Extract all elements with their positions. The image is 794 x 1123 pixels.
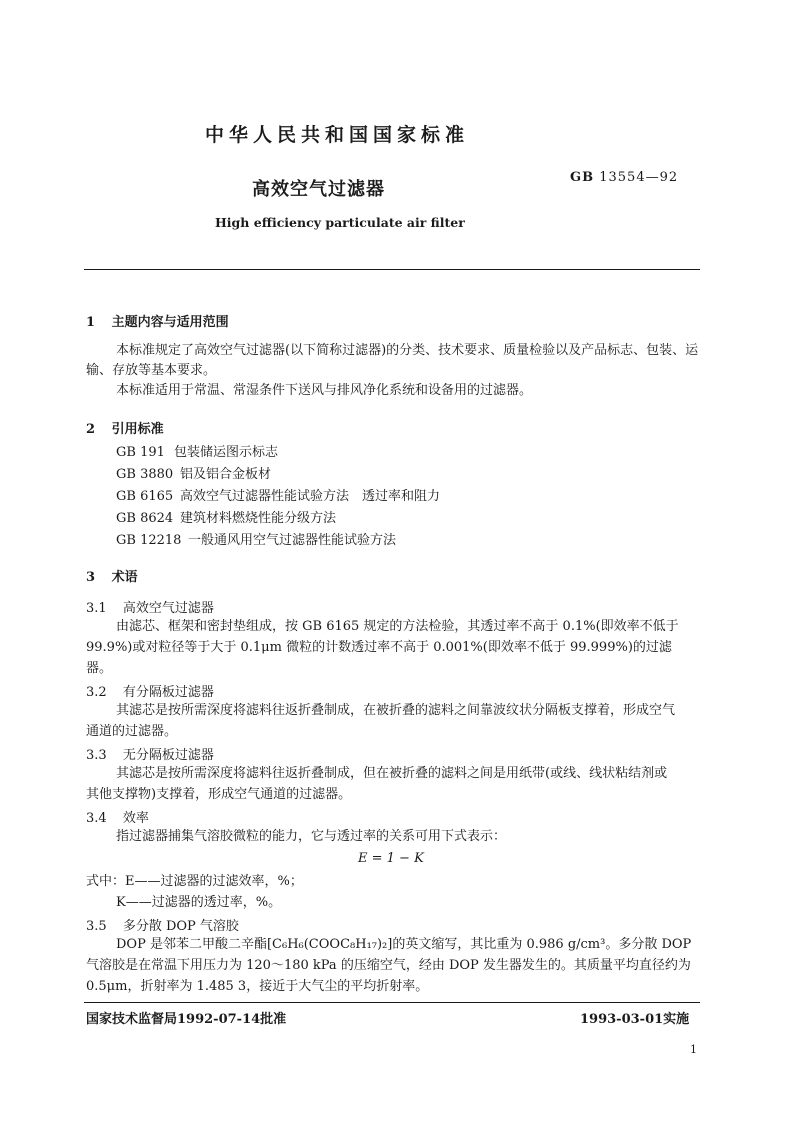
term-title: 效率 [122, 811, 149, 826]
term-3-1-line-3: 器。 [86, 661, 113, 676]
reference-code: GB 191 [116, 445, 165, 460]
reference-list [116, 443, 440, 553]
section-number: 2 [86, 422, 96, 437]
document-title: 高效空气过滤器 [252, 179, 385, 200]
implementation-date: 1993-03-01实施 [580, 1012, 690, 1027]
section-2-heading [86, 418, 164, 437]
reference-code: GB 6165 [116, 489, 174, 504]
term-3-5-line-2: 气溶胶是在常温下用压力为 120～180 kPa 的压缩空气，经由 DOP 发生器发生的。其质量平均直径约为 [86, 958, 691, 973]
formula-where-1: 式中：E——过滤器的过滤效率，%； [86, 874, 303, 889]
term-3-3-line-2: 其他支撑物)支撑着，形成空气通道的过滤器。 [86, 787, 352, 802]
term-3-3-heading [86, 744, 214, 763]
standard-code: 13554—92 [599, 170, 679, 185]
reference-code: GB 8624 [116, 511, 174, 526]
reference-item [116, 465, 440, 487]
section-3-heading [86, 566, 138, 585]
term-number: 3.5 [86, 919, 107, 934]
approval-date: 国家技术监督局1992-07-14批准 [86, 1012, 287, 1027]
reference-item [116, 443, 440, 465]
english-title: High efficiency particulate air filter [215, 215, 465, 230]
standard-number [570, 170, 678, 185]
term-number: 3.1 [86, 601, 107, 616]
term-title: 高效空气过滤器 [122, 601, 214, 616]
section-1-heading [86, 311, 229, 330]
term-title: 多分散 DOP 气溶胶 [122, 919, 239, 934]
term-3-2-heading [86, 681, 214, 700]
org-title: 中华人民共和国国家标准 [205, 124, 470, 146]
reference-code: GB 3880 [116, 467, 174, 482]
section-number: 3 [86, 570, 96, 585]
page-number: 1 [690, 1043, 697, 1056]
reference-item [116, 487, 440, 509]
footer-rule [84, 1002, 700, 1003]
term-number: 3.2 [86, 685, 107, 700]
term-3-4-heading [86, 807, 149, 826]
term-3-2-line-2: 通道的过滤器。 [86, 724, 178, 739]
term-number: 3.3 [86, 748, 107, 763]
term-title: 无分隔板过滤器 [122, 748, 214, 763]
section-1-paragraph-2: 本标准适用于常温、常湿条件下送风与排风净化系统和设备用的过滤器。 [116, 383, 533, 398]
reference-name: 高效空气过滤器性能试验方法 透过率和阻力 [180, 489, 441, 504]
reference-name: 包装储运图示标志 [174, 445, 279, 460]
term-3-4-line-1: 指过滤器捕集气溶胶微粒的能力，它与透过率的关系可用下式表示： [116, 829, 507, 844]
section-title: 主题内容与适用范围 [111, 315, 229, 330]
term-3-1-line-1: 由滤芯、框架和密封垫组成，按 GB 6165 规定的方法检验，其透过率不高于 0.1%(即效率不低于 [116, 619, 679, 634]
term-3-5-heading [86, 915, 239, 934]
section-1-paragraph-1: 本标准规定了高效空气过滤器(以下简称过滤器)的分类、技术要求、质量检验以及产品标志、包装、运输、存放等基本要求。 [86, 343, 699, 378]
term-3-2-line-1: 其滤芯是按所需深度将滤料往返折叠制成，在被折叠的滤料之间靠波纹状分隔板支撑着，形成空气 [116, 703, 676, 718]
section-number: 1 [86, 315, 96, 330]
reference-name: 一般通风用空气过滤器性能试验方法 [188, 533, 397, 548]
reference-code: GB 12218 [116, 533, 182, 548]
term-3-1-heading [86, 597, 214, 616]
formula-where-2: K——过滤器的透过率，%。 [116, 895, 282, 910]
term-3-3-line-1: 其滤芯是按所需深度将滤料往返折叠制成，但在被折叠的滤料之间是用纸带(或线、线状粘结剂或 [116, 766, 668, 781]
reference-name: 铝及铝合金板材 [180, 467, 272, 482]
term-number: 3.4 [86, 811, 107, 826]
section-title: 引用标准 [111, 422, 164, 437]
term-title: 有分隔板过滤器 [122, 685, 214, 700]
efficiency-formula: E = 1 − K [358, 851, 424, 866]
reference-item [116, 531, 440, 553]
header-rule [84, 269, 700, 270]
section-title: 术语 [111, 570, 138, 585]
reference-item [116, 509, 440, 531]
term-3-5-line-1: DOP 是邻苯二甲酸二辛酯[C₆H₆(COOC₈H₁₇)₂]的英文缩写，其比重为 0.986 g/cm³。多分散 DOP [116, 937, 692, 952]
reference-name: 建筑材料燃烧性能分级方法 [180, 511, 337, 526]
term-3-1-line-2: 99.9%)或对粒径等于大于 0.1μm 微粒的计数透过率不高于 0.001%(即效率不低于 99.999%)的过滤 [86, 640, 672, 655]
standard-prefix: GB [570, 170, 595, 185]
term-3-5-line-3: 0.5μm，折射率为 1.485 3，接近于大气尘的平均折射率。 [86, 979, 429, 994]
